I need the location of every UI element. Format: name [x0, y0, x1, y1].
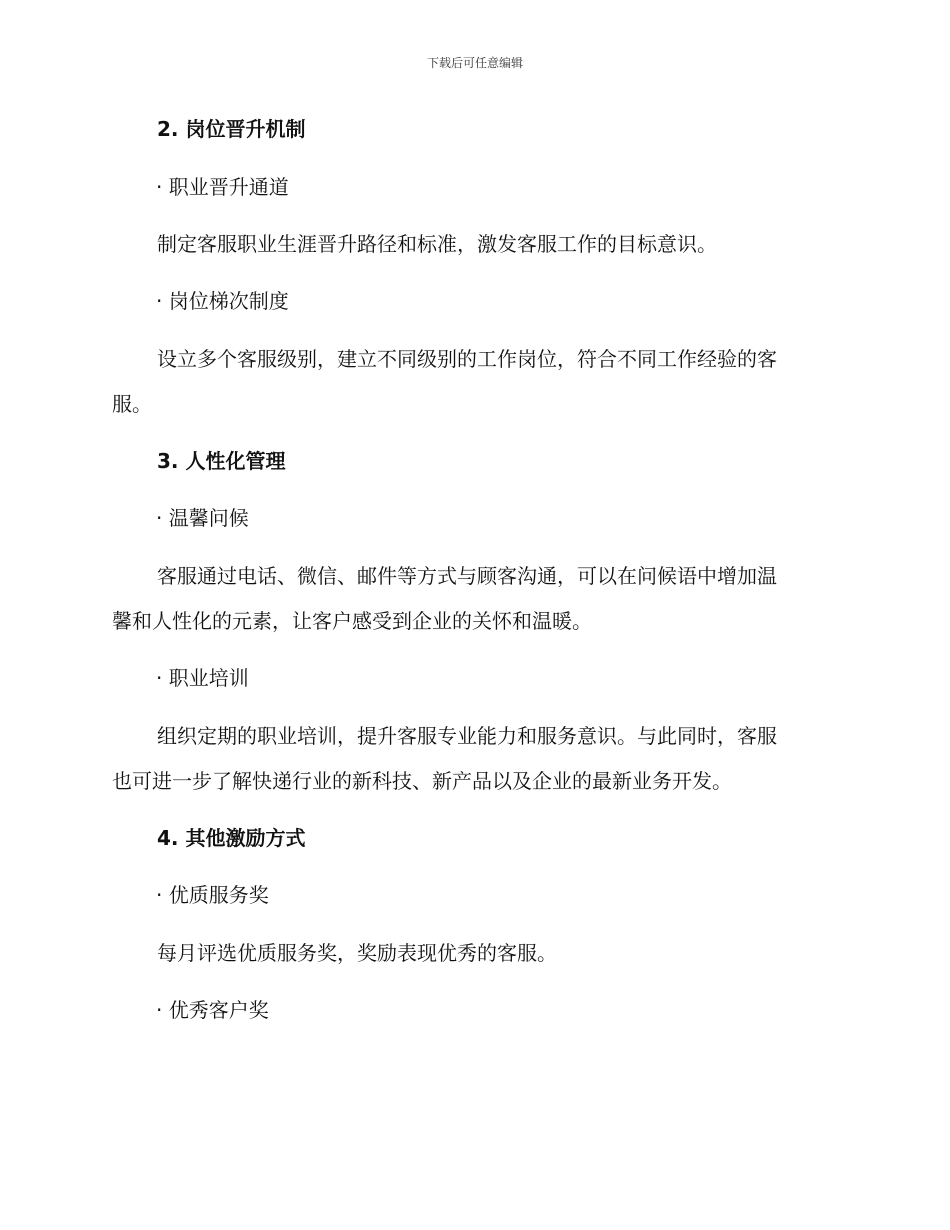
paragraph-line: 组织定期的职业培训，提升客服专业能力和服务意识。与此同时，客服 — [157, 724, 777, 748]
section-heading-other-incentives: 4. 其他激励方式 — [157, 826, 306, 850]
paragraph-line: 制定客服职业生涯晋升路径和标准，激发客服工作的目标意识。 — [157, 232, 717, 256]
section-heading-humane-management: 3. 人性化管理 — [157, 449, 286, 473]
bullet-training: · 职业培训 — [156, 666, 249, 690]
paragraph-line: 馨和人性化的元素，让客户感受到企业的关怀和温暖。 — [112, 609, 592, 633]
paragraph-line: 每月评选优质服务奖，奖励表现优秀的客服。 — [157, 941, 557, 965]
bullet-excellent-customer-award: · 优秀客户奖 — [156, 998, 269, 1022]
header-note: 下载后可任意编辑 — [426, 56, 523, 70]
section-heading-promotion: 2. 岗位晋升机制 — [157, 117, 306, 141]
paragraph-line: 也可进一步了解快递行业的新科技、新产品以及企业的最新业务开发。 — [112, 769, 732, 793]
bullet-tier-system: · 岗位梯次制度 — [156, 289, 289, 313]
bullet-career-path: · 职业晋升通道 — [156, 175, 289, 199]
paragraph-line: 服。 — [112, 392, 152, 416]
bullet-quality-service-award: · 优质服务奖 — [156, 883, 269, 907]
bullet-warm-greeting: · 温馨问候 — [156, 506, 249, 530]
paragraph-line: 客服通过电话、微信、邮件等方式与顾客沟通，可以在问候语中增加温 — [157, 564, 777, 588]
paragraph-line: 设立多个客服级别，建立不同级别的工作岗位，符合不同工作经验的客 — [157, 347, 777, 371]
